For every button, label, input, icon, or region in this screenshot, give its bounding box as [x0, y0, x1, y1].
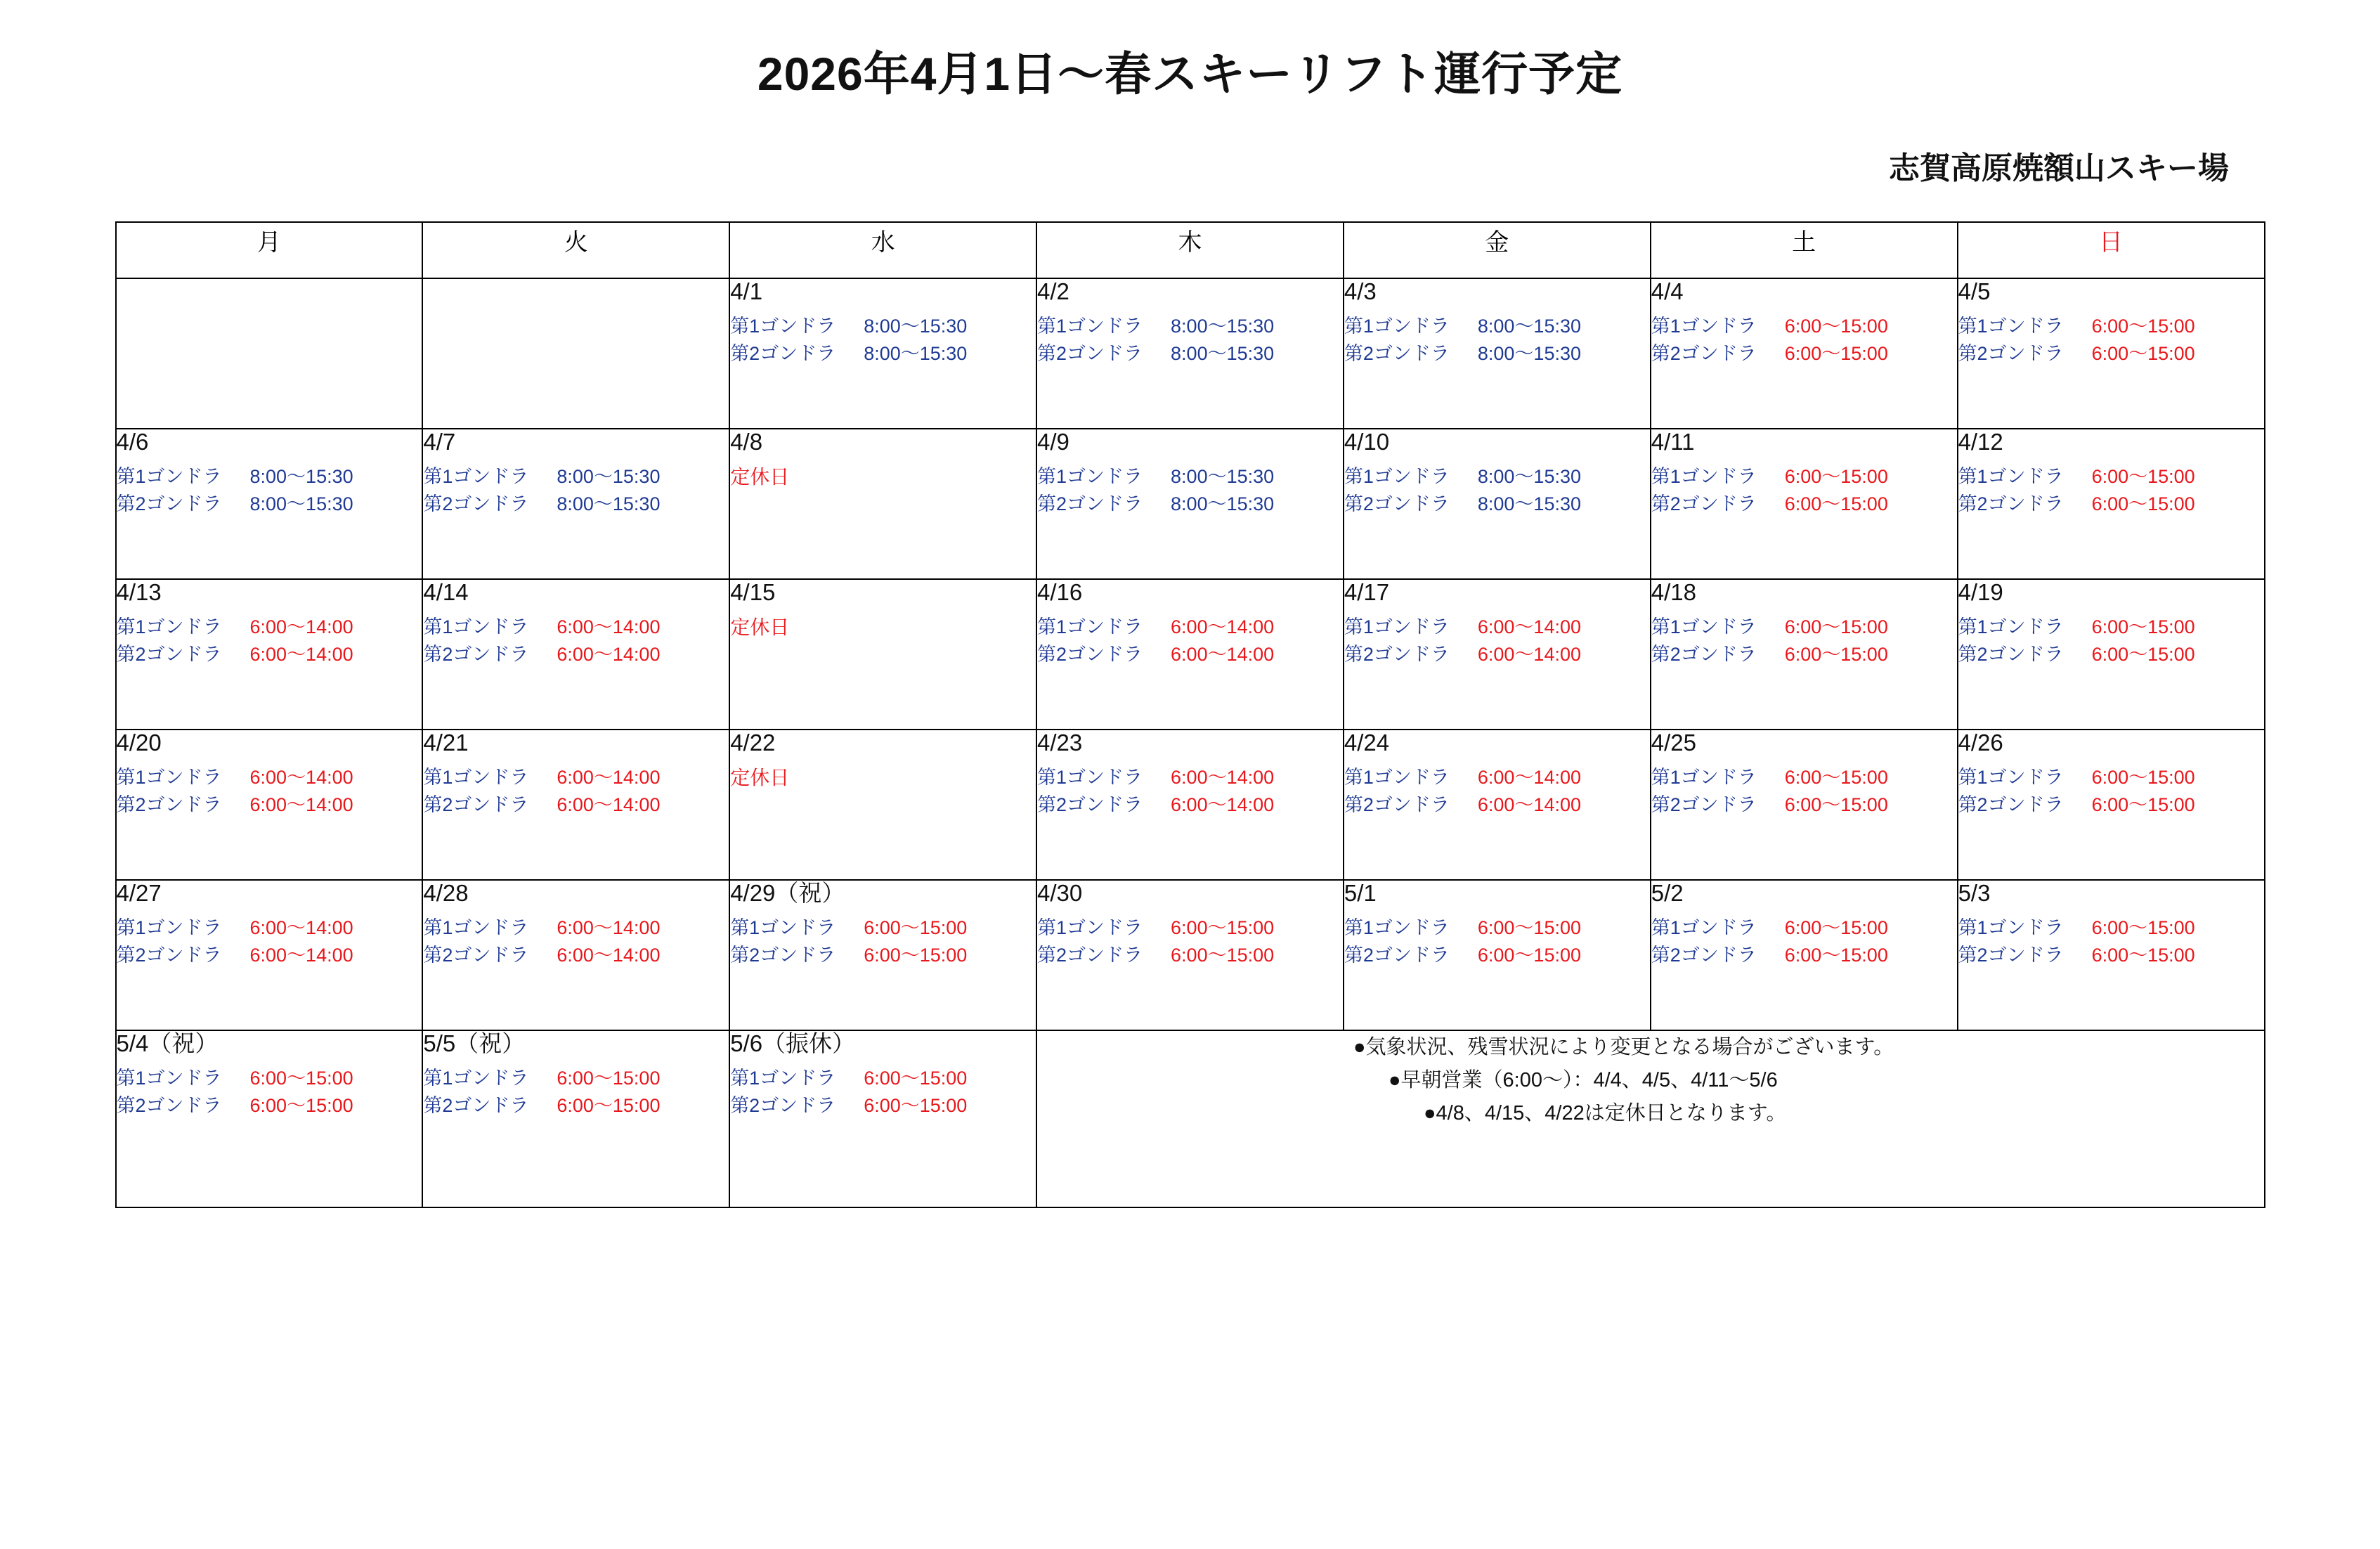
lift1-time: 6:00〜15:00 [2091, 616, 2195, 638]
day-number: 4/12 [1958, 429, 2003, 455]
day-number: 4/18 [1651, 579, 1696, 605]
day-cell [729, 1030, 1036, 1207]
lift1-line [117, 463, 422, 490]
lift1-label: 第1ゴンドラ [1344, 316, 1450, 337]
lift2-line [1037, 942, 1343, 968]
lift1-line [1651, 614, 1957, 640]
day-number: 4/27 [116, 880, 162, 906]
lift2-time: 6:00〜14:00 [249, 793, 353, 815]
lift1-time: 6:00〜14:00 [1171, 616, 1275, 638]
calendar-week-row [116, 278, 2265, 429]
day-cell [1651, 278, 1958, 429]
lift2-label: 第2ゴンドラ [1037, 493, 1143, 514]
lift2-line [1958, 641, 2264, 668]
lift2-time: 6:00〜15:00 [1784, 643, 1888, 665]
day-number: 4/2 [1037, 278, 1069, 304]
day-number: 5/5（祝） [423, 1030, 526, 1056]
day-number: 4/7 [423, 429, 456, 455]
lift1-label: 第1ゴンドラ [116, 767, 222, 789]
lift1-time: 6:00〜15:00 [1784, 316, 1888, 337]
lift1-label: 第1ゴンドラ [1344, 466, 1450, 488]
lift2-time: 6:00〜14:00 [557, 793, 661, 815]
day-cell [116, 579, 423, 730]
lift2-line [423, 491, 729, 517]
lift1-time: 6:00〜15:00 [557, 1068, 661, 1089]
day-number: 4/29（祝） [730, 880, 845, 906]
lift1-label: 第1ゴンドラ [1037, 616, 1143, 638]
day-cell [1651, 429, 1958, 579]
lift1-time: 6:00〜14:00 [1477, 616, 1581, 638]
lift2-label: 第2ゴンドラ [1651, 793, 1757, 815]
note-closed-days: ●4/8、4/15、4/22は定休日となります。 [1424, 1101, 1787, 1125]
day-number: 4/17 [1344, 579, 1390, 605]
day-number: 4/16 [1037, 579, 1083, 605]
dow-header-mon: 月 [116, 222, 423, 278]
lift1-time: 6:00〜15:00 [2091, 917, 2195, 939]
day-cell [1036, 579, 1344, 730]
lift1-time: 8:00〜15:30 [1477, 466, 1581, 488]
lift2-line [1037, 340, 1343, 367]
lift2-line [1344, 791, 1650, 818]
lift2-label: 第2ゴンドラ [1344, 793, 1450, 815]
lift2-line [730, 942, 1036, 968]
lift2-line [1344, 491, 1650, 517]
lift1-line [1037, 764, 1343, 791]
lift2-label: 第2ゴンドラ [423, 793, 529, 815]
notes-block [1036, 1030, 2264, 1207]
day-cell [422, 730, 729, 880]
page-title: 2026年4月1日〜春スキーリフト運行予定 [757, 48, 1623, 100]
day-cell [116, 429, 423, 579]
day-number: 4/13 [116, 579, 162, 605]
lift2-time: 6:00〜15:00 [1784, 342, 1888, 364]
lift2-label: 第2ゴンドラ [730, 1094, 836, 1116]
day-number: 4/3 [1344, 278, 1377, 304]
lift2-line [117, 1092, 422, 1119]
lift2-time: 6:00〜14:00 [557, 944, 661, 966]
dow-header-tue: 火 [422, 222, 729, 278]
day-cell [729, 880, 1036, 1030]
dow-header-sun: 日 [1958, 222, 2265, 278]
lift2-time: 6:00〜14:00 [1171, 643, 1275, 665]
lift1-label: 第1ゴンドラ [1958, 917, 2064, 939]
lift1-label: 第1ゴンドラ [116, 616, 222, 638]
lift2-label: 第2ゴンドラ [423, 493, 529, 514]
lift1-label: 第1ゴンドラ [730, 316, 836, 337]
lift1-label: 第1ゴンドラ [1651, 316, 1757, 337]
lift1-line [423, 614, 729, 640]
lift2-label: 第2ゴンドラ [1037, 793, 1143, 815]
day-cell [422, 579, 729, 730]
lift1-line [730, 914, 1036, 941]
lift2-label: 第2ゴンドラ [116, 793, 222, 815]
lift1-line [1344, 764, 1650, 791]
lift1-line [1037, 614, 1343, 640]
lift2-line [1344, 340, 1650, 367]
lift1-line [1958, 914, 2264, 941]
lift2-time: 8:00〜15:30 [1477, 493, 1581, 514]
lift2-label: 第2ゴンドラ [1344, 643, 1450, 665]
lift1-line [1651, 914, 1957, 941]
lift1-line [117, 764, 422, 791]
lift1-time: 6:00〜15:00 [1477, 917, 1581, 939]
lift1-time: 6:00〜15:00 [2091, 316, 2195, 337]
day-cell [116, 880, 423, 1030]
lift1-time: 6:00〜15:00 [1784, 917, 1888, 939]
lift1-time: 6:00〜14:00 [249, 767, 353, 789]
day-cell [1036, 429, 1344, 579]
lift1-label: 第1ゴンドラ [423, 466, 529, 488]
lift2-line [117, 641, 422, 668]
closed-label: 定休日 [730, 767, 790, 789]
lift1-time: 8:00〜15:30 [557, 466, 661, 488]
lift2-label: 第2ゴンドラ [1037, 944, 1143, 966]
lift1-label: 第1ゴンドラ [1651, 917, 1757, 939]
lift1-label: 第1ゴンドラ [423, 767, 529, 789]
lift1-label: 第1ゴンドラ [1344, 917, 1450, 939]
day-number: 4/14 [423, 579, 469, 605]
calendar-week-row [116, 579, 2265, 730]
day-cell [116, 730, 423, 880]
lift2-line [1958, 340, 2264, 367]
lift1-time: 6:00〜15:00 [1784, 767, 1888, 789]
dow-header-fri: 金 [1344, 222, 1651, 278]
lift1-line [1651, 764, 1957, 791]
lift2-line [1344, 942, 1650, 968]
lift2-line [423, 641, 729, 668]
lift1-line [1037, 914, 1343, 941]
lift2-time: 6:00〜15:00 [1784, 944, 1888, 966]
dow-header-wed: 水 [729, 222, 1036, 278]
calendar-header-row [116, 222, 2265, 278]
lift2-time: 6:00〜14:00 [1477, 793, 1581, 815]
lift2-line [1958, 942, 2264, 968]
day-number: 4/22 [730, 730, 776, 756]
lift2-line [423, 942, 729, 968]
calendar-body [116, 278, 2265, 1207]
day-cell [1958, 579, 2265, 730]
lift2-label: 第2ゴンドラ [423, 1094, 529, 1116]
day-cell [1344, 429, 1651, 579]
lift1-time: 6:00〜15:00 [1784, 616, 1888, 638]
lift2-time: 6:00〜15:00 [864, 944, 968, 966]
day-number: 5/4（祝） [116, 1030, 219, 1056]
schedule-page [0, 37, 2380, 1549]
lift1-label: 第1ゴンドラ [1344, 767, 1450, 789]
lift1-label: 第1ゴンドラ [116, 917, 222, 939]
lift1-label: 第1ゴンドラ [423, 917, 529, 939]
day-number: 5/1 [1344, 880, 1377, 906]
lift1-label: 第1ゴンドラ [730, 1068, 836, 1089]
lift1-label: 第1ゴンドラ [1037, 316, 1143, 337]
lift1-time: 6:00〜15:00 [2091, 466, 2195, 488]
day-number: 4/19 [1958, 579, 2003, 605]
lift1-line [117, 914, 422, 941]
lift1-time: 8:00〜15:30 [249, 466, 353, 488]
lift2-line [1344, 641, 1650, 668]
lift1-time: 6:00〜15:00 [864, 917, 968, 939]
day-number: 4/10 [1344, 429, 1390, 455]
lift2-label: 第2ゴンドラ [1958, 793, 2064, 815]
lift1-label: 第1ゴンドラ [1958, 466, 2064, 488]
lift1-line [1344, 313, 1650, 339]
lift1-label: 第1ゴンドラ [1958, 616, 2064, 638]
day-cell [422, 880, 729, 1030]
lift2-label: 第2ゴンドラ [1651, 342, 1757, 364]
lift1-line [423, 463, 729, 490]
day-cell [1651, 880, 1958, 1030]
lift1-line [1651, 313, 1957, 339]
lift2-line [117, 942, 422, 968]
lift1-label: 第1ゴンドラ [1651, 616, 1757, 638]
lift2-label: 第2ゴンドラ [1344, 493, 1450, 514]
lift2-time: 8:00〜15:30 [249, 493, 353, 514]
lift2-label: 第2ゴンドラ [1037, 342, 1143, 364]
lift2-line [1651, 791, 1957, 818]
day-cell [1958, 278, 2265, 429]
lift2-time: 6:00〜15:00 [2091, 342, 2195, 364]
lift2-label: 第2ゴンドラ [423, 944, 529, 966]
lift2-line [730, 1092, 1036, 1119]
closed-label: 定休日 [730, 616, 790, 639]
lift1-label: 第1ゴンドラ [1958, 767, 2064, 789]
day-number: 4/4 [1651, 278, 1684, 304]
day-cell [1958, 880, 2265, 1030]
day-number: 4/23 [1037, 730, 1083, 756]
lift2-time: 6:00〜14:00 [1477, 643, 1581, 665]
lift1-time: 6:00〜15:00 [1171, 917, 1275, 939]
lift1-time: 6:00〜14:00 [249, 917, 353, 939]
lift1-time: 8:00〜15:30 [864, 316, 968, 337]
lift1-line [1958, 614, 2264, 640]
lift2-line [1958, 491, 2264, 517]
lift2-line [1958, 791, 2264, 818]
lift2-time: 6:00〜15:00 [2091, 493, 2195, 514]
day-cell [1958, 730, 2265, 880]
lift2-label: 第2ゴンドラ [1344, 944, 1450, 966]
lift2-time: 6:00〜14:00 [249, 944, 353, 966]
lift1-label: 第1ゴンドラ [1651, 767, 1757, 789]
day-number: 4/20 [116, 730, 162, 756]
calendar-week-row [116, 880, 2265, 1030]
day-number: 5/3 [1958, 880, 1991, 906]
lift1-line [1344, 914, 1650, 941]
lift2-line [1651, 491, 1957, 517]
day-cell-closed [729, 579, 1036, 730]
note-weather: ●気象状況、残雪状況により変更となる場合がございます。 [1353, 1036, 1894, 1058]
lift1-label: 第1ゴンドラ [116, 1068, 222, 1089]
lift1-line [730, 1065, 1036, 1091]
lift1-label: 第1ゴンドラ [116, 466, 222, 488]
lift1-label: 第1ゴンドラ [423, 616, 529, 638]
lift1-label: 第1ゴンドラ [423, 1068, 529, 1089]
lift1-time: 6:00〜15:00 [864, 1068, 968, 1089]
lift2-line [1037, 791, 1343, 818]
day-cell [1344, 579, 1651, 730]
lift2-label: 第2ゴンドラ [1344, 342, 1450, 364]
lift1-line [1344, 614, 1650, 640]
lift1-line [1958, 313, 2264, 339]
day-number: 4/1 [730, 278, 763, 304]
lift2-time: 6:00〜15:00 [1171, 944, 1275, 966]
lift2-time: 6:00〜15:00 [1784, 493, 1888, 514]
day-cell [1036, 278, 1344, 429]
lift2-label: 第2ゴンドラ [730, 944, 836, 966]
lift2-label: 第2ゴンドラ [1958, 342, 2064, 364]
lift1-time: 8:00〜15:30 [1171, 466, 1275, 488]
lift2-line [1651, 340, 1957, 367]
lift1-line [730, 313, 1036, 339]
note-early-morning: ●早朝営業（6:00〜）：4/4、4/5、4/11〜5/6 [1389, 1068, 1778, 1091]
lift1-time: 6:00〜14:00 [1171, 767, 1275, 789]
day-number: 5/2 [1651, 880, 1684, 906]
dow-header-thu: 木 [1036, 222, 1344, 278]
lift2-label: 第2ゴンドラ [116, 493, 222, 514]
lift1-line [1344, 463, 1650, 490]
day-cell [1958, 429, 2265, 579]
day-number: 4/24 [1344, 730, 1390, 756]
lift1-time: 6:00〜14:00 [249, 616, 353, 638]
closed-label: 定休日 [730, 466, 790, 488]
lift2-line [1651, 942, 1957, 968]
day-cell-empty [116, 278, 423, 429]
lift1-time: 6:00〜14:00 [557, 917, 661, 939]
lift1-time: 8:00〜15:30 [1477, 316, 1581, 337]
lift2-time: 6:00〜15:00 [2091, 643, 2195, 665]
lift2-label: 第2ゴンドラ [1037, 643, 1143, 665]
lift1-line [1037, 463, 1343, 490]
lift1-time: 6:00〜14:00 [1477, 767, 1581, 789]
lift1-line [1651, 463, 1957, 490]
lift1-line [1037, 313, 1343, 339]
lift2-time: 8:00〜15:30 [557, 493, 661, 514]
day-number: 4/11 [1651, 429, 1695, 455]
day-number: 4/15 [730, 579, 776, 605]
day-cell [1651, 579, 1958, 730]
lift2-line [1037, 491, 1343, 517]
lift1-line [1958, 463, 2264, 490]
day-number: 4/8 [730, 429, 763, 455]
day-number: 4/25 [1651, 730, 1696, 756]
lift2-time: 8:00〜15:30 [1171, 493, 1275, 514]
lift2-label: 第2ゴンドラ [423, 643, 529, 665]
lift1-line [1958, 764, 2264, 791]
lift1-label: 第1ゴンドラ [1344, 616, 1450, 638]
lift1-time: 6:00〜15:00 [2091, 767, 2195, 789]
lift2-time: 6:00〜15:00 [557, 1094, 661, 1116]
lift2-line [423, 1092, 729, 1119]
calendar-week-row [116, 429, 2265, 579]
lift1-label: 第1ゴンドラ [730, 917, 836, 939]
lift2-line [1651, 641, 1957, 668]
lift1-time: 8:00〜15:30 [1171, 316, 1275, 337]
day-cell [1036, 880, 1344, 1030]
day-number: 4/26 [1958, 730, 2003, 756]
lift2-time: 6:00〜15:00 [2091, 944, 2195, 966]
lift1-label: 第1ゴンドラ [1037, 917, 1143, 939]
lift2-time: 6:00〜14:00 [249, 643, 353, 665]
day-cell [1344, 880, 1651, 1030]
lift2-time: 8:00〜15:30 [1171, 342, 1275, 364]
lift2-label: 第2ゴンドラ [730, 342, 836, 364]
dow-header-sat: 土 [1651, 222, 1958, 278]
lift1-label: 第1ゴンドラ [1037, 767, 1143, 789]
lift2-label: 第2ゴンドラ [1651, 493, 1757, 514]
lift2-time: 6:00〜15:00 [249, 1094, 353, 1116]
lift1-time: 6:00〜15:00 [249, 1068, 353, 1089]
lift2-label: 第2ゴンドラ [1651, 944, 1757, 966]
day-cell [1036, 730, 1344, 880]
lift2-time: 6:00〜14:00 [557, 643, 661, 665]
lift2-time: 6:00〜15:00 [864, 1094, 968, 1116]
lift1-time: 6:00〜14:00 [557, 616, 661, 638]
lift1-line [423, 1065, 729, 1091]
lift2-time: 6:00〜15:00 [1477, 944, 1581, 966]
lift1-line [117, 1065, 422, 1091]
lift2-label: 第2ゴンドラ [1958, 643, 2064, 665]
day-cell [422, 1030, 729, 1207]
day-number: 5/6（振休） [730, 1030, 856, 1056]
lift2-label: 第2ゴンドラ [116, 643, 222, 665]
day-cell-empty [422, 278, 729, 429]
day-number: 4/30 [1037, 880, 1083, 906]
lift2-line [1037, 641, 1343, 668]
schedule-calendar [115, 221, 2265, 1208]
lift2-time: 6:00〜15:00 [2091, 793, 2195, 815]
lift2-line [117, 491, 422, 517]
lift2-line [730, 340, 1036, 367]
lift2-label: 第2ゴンドラ [1958, 493, 2064, 514]
day-cell [1344, 278, 1651, 429]
day-number: 4/5 [1958, 278, 1991, 304]
lift1-label: 第1ゴンドラ [1651, 466, 1757, 488]
lift1-line [423, 764, 729, 791]
resort-name: 志賀高原焼額山スキー場 [1889, 151, 2229, 186]
lift1-time: 6:00〜15:00 [1784, 466, 1888, 488]
calendar-week-row [116, 730, 2265, 880]
lift2-time: 6:00〜14:00 [1171, 793, 1275, 815]
day-number: 4/21 [423, 730, 469, 756]
lift1-line [423, 914, 729, 941]
lift1-line [117, 614, 422, 640]
lift1-time: 6:00〜14:00 [557, 767, 661, 789]
lift2-label: 第2ゴンドラ [1651, 643, 1757, 665]
lift2-line [117, 791, 422, 818]
lift2-time: 6:00〜15:00 [1784, 793, 1888, 815]
lift1-label: 第1ゴンドラ [1958, 316, 2064, 337]
day-number: 4/6 [116, 429, 149, 455]
day-cell [729, 278, 1036, 429]
lift2-label: 第2ゴンドラ [1958, 944, 2064, 966]
lift2-label: 第2ゴンドラ [116, 1094, 222, 1116]
day-cell-closed [729, 730, 1036, 880]
day-cell-closed [729, 429, 1036, 579]
calendar-week-row [116, 1030, 2265, 1207]
day-cell [1651, 730, 1958, 880]
lift2-time: 8:00〜15:30 [864, 342, 968, 364]
lift2-time: 8:00〜15:30 [1477, 342, 1581, 364]
lift1-label: 第1ゴンドラ [1037, 466, 1143, 488]
lift2-label: 第2ゴンドラ [116, 944, 222, 966]
day-number: 4/9 [1037, 429, 1069, 455]
lift2-line [423, 791, 729, 818]
day-cell [422, 429, 729, 579]
day-number: 4/28 [423, 880, 469, 906]
day-cell [1344, 730, 1651, 880]
day-cell [116, 1030, 423, 1207]
